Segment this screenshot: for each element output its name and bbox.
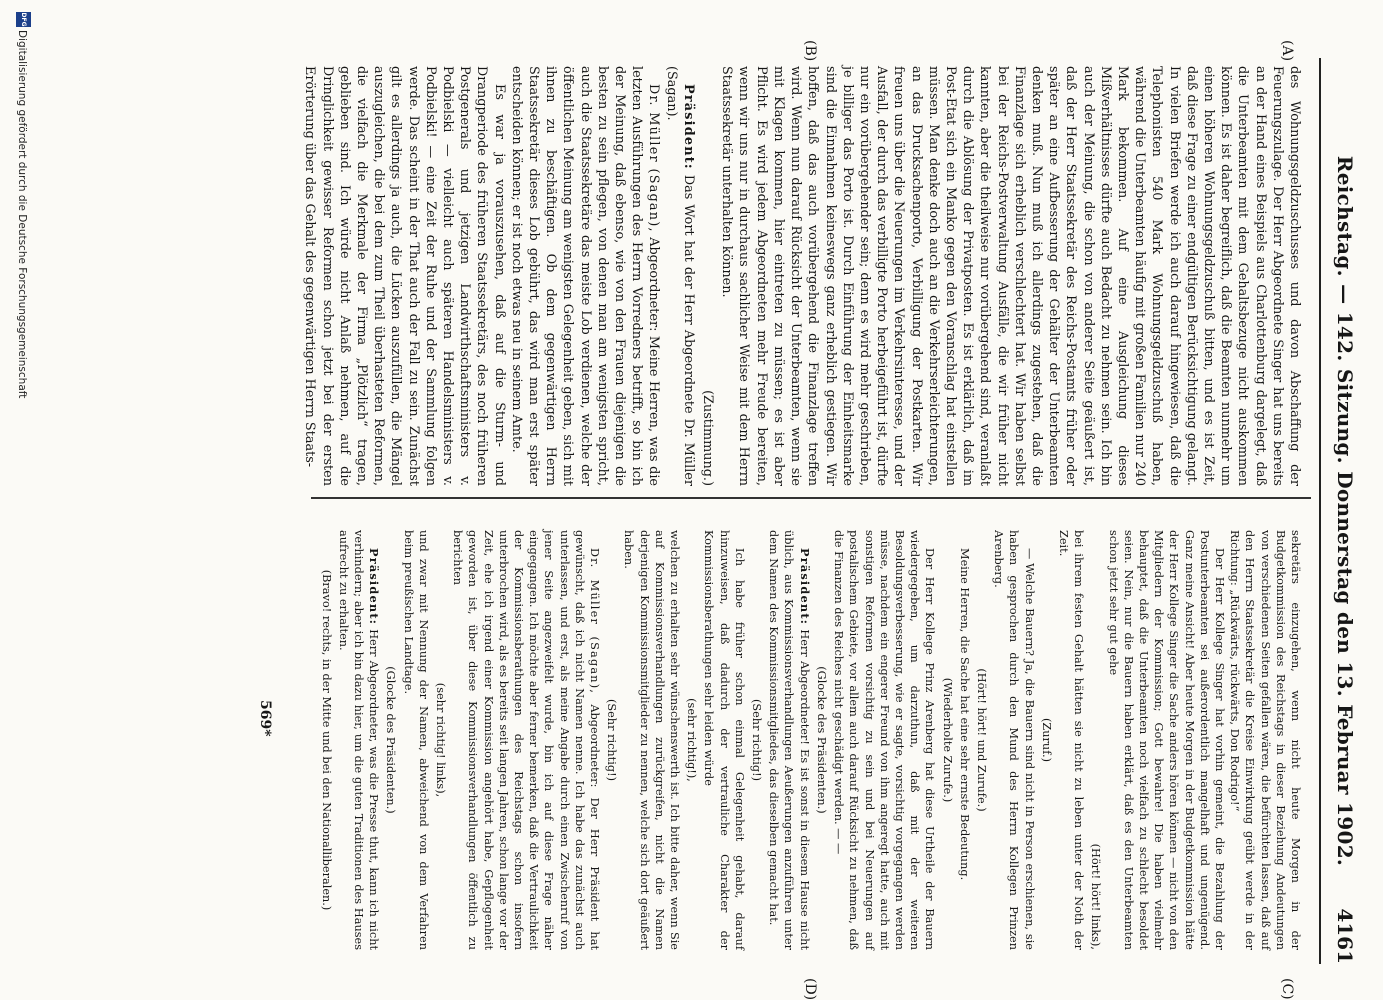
paragraph: [336, 530, 382, 950]
paragraph: Meine Herren, die Sache hat eine sehr ernste Bedeutung.: [957, 548, 971, 881]
speech-text: Abgeordneter: Der Herr Präsident hat gewünscht, daß ich nicht Namen nenne. Ich habe das zunächst auch unterlassen, und erst, als meine Angabe durch einen Zwischenruf von jener Seite angezweifelt wurde, bin ich auf diese Frage näher eingegangen. Ich möchte aber ferner bemerken, daß die Vertraulichkeit der Kommissionsberathungen des Reichstags schon insofern unterbrochen wird, als es bereits seit langen Jahren, schon lange vor der Zeit, ehe ich irgend einer Kommission angehört habe, Gepflogenheit geworden ist, über diese Kommissionsverhandlungen öffentlich zu berichten: [451, 530, 602, 950]
interjection: (Glocke des Präsidenten.): [814, 666, 828, 814]
paragraph: Der Herr Kollege Singer hat vorhin gemeint, die Bezahlung der Postunterbeamten sei außerordentlich mangelhaft und ungenügend. Ganz meine Ansicht! Aber heute Morgen in der Budgetkommission hätte der Herr Kollege Singer die Sache anders hören können — nicht von den Mitgliedern der Kommission; Gott bewahre! Die haben vielmehr behauptet, daß die Unterbeamten noch vielfach zu schlecht besoldet seien. Nein, nur die Bauern haben erklärt, daß es den Unterbeamten schon jetzt sehr gut gehe: [1106, 530, 1226, 950]
interjection: (Zustimmung.): [700, 390, 716, 486]
sheet-number: 569*: [257, 700, 273, 737]
speech-text: Abgeordneter: Meine Herren, was die letzten Ausführungen des Herrn Vorredners betrifft, so bin ich der Meinung, daß ebenso, wie von den Frauen diejenigen die besten zu sein pflegen, von denen man am wenigsten spricht, auch die Staatssekretäre das meiste Lob verdienen, welche der öffentlichen Meinung am wenigsten Gelegenheit geben, sich mit ihnen zu beschäftigen. Ob dem gegenwärtigen Herrn Staatssekretär dieses Lob gebührt, das wird man erst später entscheiden können; er ist noch etwas neu in seinem Amte.: [508, 66, 662, 486]
paragraph: — Welche Bauern? Ja, die Bauern sind nicht in Person erschienen, sie haben gesprochen durch den Mund des Herrn Kollegen Prinzen Arenberg.: [992, 530, 1036, 950]
interjection: (Bravo! rechts, in der Mitte und bei den Nationalliberalen.): [319, 569, 333, 911]
column-divider: [311, 497, 1311, 499]
paragraph: Ich habe früher schon einmal Gelegenheit gehabt, darauf hinzuweisen, daß dadurch der vertrauliche Charakter der Kommissionsberathungen sehr leiden würde: [702, 530, 746, 950]
speaker-name: Dr. Müller (Sagan),: [588, 548, 602, 695]
left-column: [301, 66, 1303, 486]
paragraph: [508, 66, 663, 486]
dfg-logo: DFG: [16, 12, 31, 27]
paragraph: [662, 66, 696, 486]
right-column: [316, 530, 1303, 950]
interjection: (sehr richtig! links),: [434, 682, 448, 798]
paragraph: und zwar mit Nennung der Namen, abweichend von dem Verfahren beim preußischen Landtage.: [401, 530, 430, 950]
interjection: (sehr richtig!),: [685, 698, 699, 782]
running-title: Reichstag. — 142. Sitzung. Donnerstag den 13. Februar 1902.: [1333, 155, 1357, 867]
interjection: (Sehr richtig!): [750, 698, 764, 782]
interjection: (Hört! hört! links),: [1089, 843, 1103, 950]
page-header: [1323, 58, 1365, 964]
paragraph: des Wohnungsgeldzuschusses und davon Abschaffung der Feuerungszulage. Der Herr Abgeordnete Singer hat uns bereits an der Hand eines Beispiels aus Charlottenburg dargelegt, daß die Unterbeamten mit dem Gehaltsbezuge nicht auskommen können. Es ist daher begreiflich, daß die Beamten nunmehr um einen höheren Wohnungsgeldzuschuß bitten, und es ist Zeit, daß diese Frage zu einer endgültigen Berücksichtigung gelangt. In vielen Briefen werde ich auch darauf hingewiesen, daß die Telephonisten 540 Mark Wohnungsgeldzuschuß haben, während die Unterbeamten häufig mit großen Familien nur 240 Mark bekommen. Auf eine Ausgleichung dieses Mißverhältnisses dürfte auch Bedacht zu nehmen sein. Ich bin auch der Meinung, die schon von anderer Seite geäußert ist, daß der Herr Staatssekretär des Reichs-Postamts früher oder später an eine Aufbesserung der Gehälter der Unterbeamten denken muß. Nun muß ich allerdings zugestehen, daß die Finanzlage sich erheblich verschlechtert hat. Wir haben selbst bei der Reichs-Postverwaltung Ausfälle, die wir früher nicht kannten, aber die theilweise nur vorübergehend sind, veranlaßt durch die Ablösung der Privatposten. Es ist erklärlich, daß im Post-Etat sich ein Manko gegen den Voranschlag hat einstellen müssen. Man denke doch auch an die Verkehrserleichterungen, an das Drucksachenporto, Verbilligung der Postkarten. Wir freuen uns über die Neuerungen im Verkehrsinteresse, und der Ausfall, der durch das verbilligte Porto herbeigeführt ist, dürfte nur ein vorübergehender sein; denn es wird mehr geschrieben, je billiger das Porto ist. Durch Einführung der Einheitsmarke sind die Einnahmen keineswegs ganz erheblich gestiegen. Wir hoffen, daß das auch vorübergehend die Finanzlage treffen wird. Wenn nun darauf Rücksicht der Unterbeamten, wenn sie mit Klagen kommen, hier eintreten zu müssen; es ist aber Pflicht. Es wird jedem Abgeordneten mehr Freude bereiten, wenn wir uns nur in durchaus sachlicher Weise mit dem Herrn Staatssekretär unterhalten können.: [719, 66, 1302, 486]
interjection: (Sehr richtig!): [605, 698, 619, 782]
paragraph: [766, 530, 812, 950]
speaker-name: Präsident:: [797, 548, 812, 626]
paragraph: Der Herr Kollege Prinz Arenberg hat diese Urtheile der Bauern wiedergegeben, um darzuthun, daß mit der weiteren Besoldungsverbesserung, wie er sagte, vorsichtig vorgegangen werden müsse, nachdem ein engerer Freund von ihm angeregt hatte, auch mit sonstigen Reformen vorsichtig zu sein und bei Neuerungen auf postalischem Gebiete, vor allem auch darauf Rücksicht zu nehmen, daß die Finanzen des Reiches nicht geschädigt werden. — —: [832, 530, 937, 950]
speaker-name: Präsident:: [680, 84, 696, 170]
margin-marker-a: (A): [1279, 40, 1295, 62]
margin-marker-d: (D): [802, 978, 818, 1000]
speaker-name: Präsident:: [367, 548, 382, 626]
paragraph: bei ihrem festen Gehalt hätten sie nicht zu leben unter der Noth der Zeit.: [1056, 530, 1086, 950]
margin-marker-b: (B): [802, 40, 818, 62]
speech-text: Das Wort hat der Herr Abgeordnete Dr. Müller (Sagan).: [663, 66, 696, 486]
speaker-name: Dr. Müller (Sagan),: [646, 84, 662, 233]
interjection: (Glocke des Präsidenten.): [384, 666, 398, 814]
speech-text: Herr Abgeordneter, was die Presse thut, kann ich nicht verhindern; aber ich bin dazu hier, um die guten Traditionen des Hauses aufrecht zu erhalten.: [336, 530, 381, 951]
paragraph: [450, 530, 602, 950]
interjection: (Hört! hört! und Zurufe.): [974, 668, 988, 812]
margin-marker-c: (C): [1279, 978, 1295, 1000]
interjection: (Zuruf.): [1039, 718, 1053, 762]
paragraph: welchen zu erhalten sehr wünschenswerth ist. Ich bitte daher, wenn Sie auf Kommissionsverhandlungen zurückgreifen, nicht die Namen derjenigen Kommissionsmitglieder zu nennen, welche sich dort geäußert haben.: [622, 530, 682, 950]
digitization-credit: Digitalisierung gefördert durch die Deutsche Forschungsgemeinschaft: [16, 30, 28, 399]
interjection: (Wiederholte Zurufe.): [940, 677, 954, 803]
speech-text: Herr Abgeordneter! Es ist sonst in diesem Hause nicht üblich, aus Kommissionsverhandlungen Aeußerungen anzuführen unter dem Namen des Kommissionsmitgliedes, das dieselben gemacht hat.: [767, 530, 811, 950]
paragraph: Es war ja vorauszusehen, daß auf die Sturm- und Drangperiode des früheren Staatssekretärs, des noch früheren Postgenerals und jetzigen Landwirthschaftsministers v. Podbielski — vielleicht auch späteren Handelsministers v. Podbielski! — eine Zeit der Ruhe und der Sammlung folgen werde. Das scheint in der That auch der Fall zu sein. Zunächst gilt es allerdings ja auch, die Lücken auszufüllen, die Mängel auszugleichen, die bei dem zum Theil überhasteten Reformen, die vielfach die Merkmale der Firma „Plötzlich“ tragen, geblieben sind. Ich würde nicht Anlaß nehmen, auf die Dringlichkeit gewisser Reformen schon jetzt bei der ersten Erörterung über das Gehalt des gegenwärtigen Herrn Staats-: [302, 66, 507, 486]
page-number: 4161: [1333, 908, 1357, 964]
header-rule: [1319, 58, 1321, 964]
paragraph: sekretärs einzugehen, wenn nicht heute Morgen in der Budgetkommission des Reichstags in dieser Beziehung Andeutungen von verschiedenen Seiten gefallen wären, die befürchten lassen, daß auf den Herrn Staatssekretär die Kreise Einwirkung geübt werde in der Richtung: „Rückwärts, rückwärts, Don Rodrigo!“: [1228, 530, 1302, 950]
